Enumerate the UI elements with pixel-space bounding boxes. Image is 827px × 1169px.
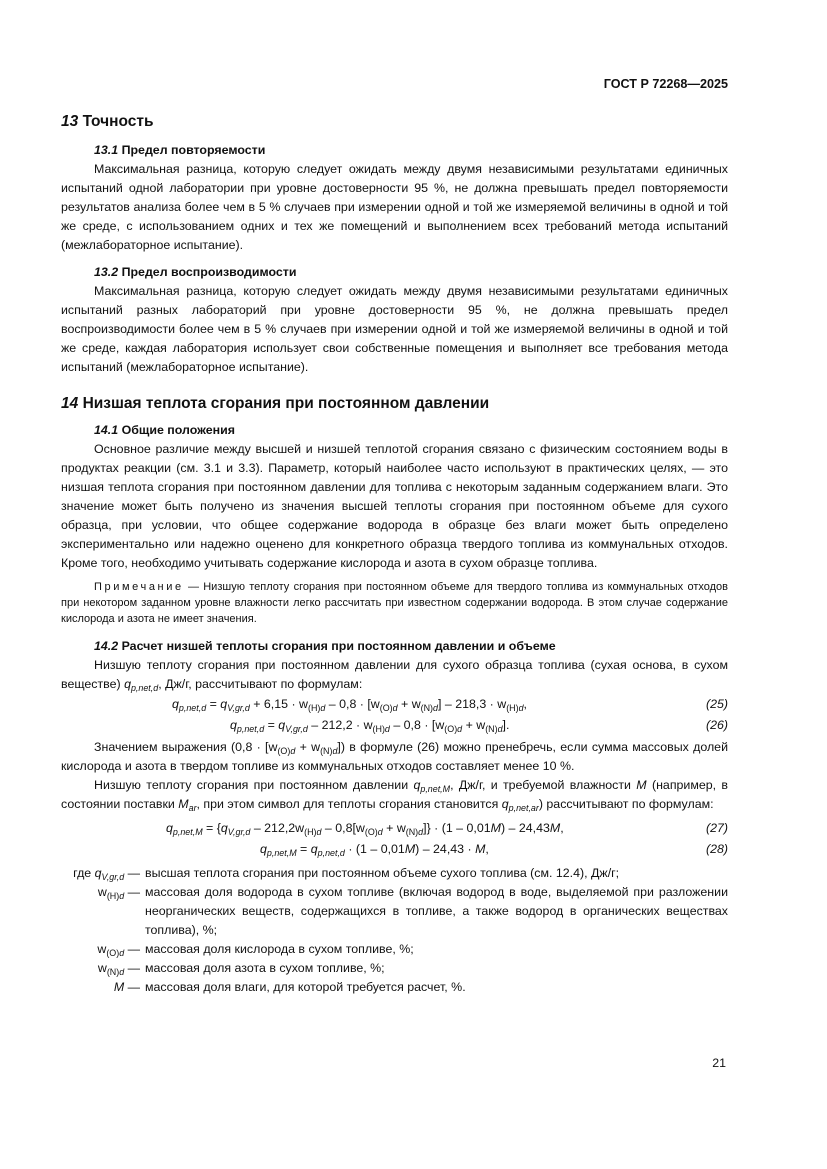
definition-symbol: где $q_{V,gr,d}$ —: [73, 866, 140, 882]
formula-26-expression: $q_{p,net,d} = q_{V,gr,d} - 212,2 \cdot w_{(H)d} - 0,8 \cdot [w_{(O)d} + w_{(N)d}]$.: [230, 718, 510, 734]
subsection-14-1-number: 14.1: [94, 423, 119, 437]
definition-item: [61, 864, 728, 883]
subsection-14-2-heading: [61, 639, 728, 653]
formula-28-number: (28): [705, 842, 728, 856]
subsection-13-2-number: 13.2: [94, 265, 119, 279]
subsection-13-1-title: Предел повторяемости: [121, 143, 266, 157]
section-14-heading: [61, 395, 728, 413]
definition-item: [61, 978, 728, 997]
definition-item: [61, 883, 728, 940]
section-14-title: Низшая теплота сгорания при постоянном давлении: [82, 395, 490, 412]
page-content: [61, 113, 728, 997]
subsection-13-2-heading: [61, 265, 728, 279]
subsection-13-1-heading: [61, 143, 728, 157]
paragraph-13-1: Максимальная разница, которую следует ожидать между двумя независимыми результатами единичных испытаний одной лаборатории при уровне достоверности 95 %, не должна превышать предел повторяемости результатов анализа более чем в 5 % случаев при измерении одной и той же измеряемой величины в одной и той же среде, с использованием одних и тех же помещений и выполнением всех требований метода испытаний (межлабораторное испытание).: [61, 162, 728, 252]
formula-27: [61, 818, 728, 839]
paragraph-14-2-neglect: Значением выражения $(0,8 \cdot [w_{(O)d} + w_{(N)d}])$ в формуле (26) можно пренебречь, если сумма массовых долей кислорода и азота в твердом топливе из коммунальных отходов составляет менее 10 %.: [61, 740, 728, 773]
paragraph-13-2: Максимальная разница, которую следует ожидать между двумя независимыми результатами единичных испытаний разных лабораторий при уровне достоверности 95 %, не должна превышать предел воспроизводимости более чем в 5 % случаев при измерении одной и той же измеряемой величины в одной и той же среде, каждая лаборатория использует свои собственные помещения и выполняет все требования метода испытаний (межлабораторное испытание).: [61, 284, 728, 374]
note-text: — Низшую теплоту сгорания при постоянном объеме для твердого топлива из коммунальных отходов при некотором заданном уровне влажности легко рассчитать при известном содержании водорода. В этом случае содержание кислорода и азота не имеет значения.: [61, 581, 728, 625]
section-13-number: 13: [61, 113, 79, 130]
subsection-14-1-title: Общие положения: [121, 423, 235, 437]
page-number: 21: [712, 1056, 726, 1070]
subsection-14-2-number: 14.2: [94, 639, 119, 653]
formula-25: [61, 694, 728, 715]
formula-26-number: (26): [705, 718, 728, 732]
subsection-14-1-heading: [61, 423, 728, 437]
formula-27-number: (27): [705, 821, 728, 835]
standard-header: ГОСТ Р 72268—2025: [603, 77, 728, 91]
note-14-1: [61, 579, 728, 627]
formula-28-expression: $q_{p,net,M} = q_{p,net,d} \cdot (1 - 0,01M) - 24,43 \cdot M$,: [260, 842, 489, 858]
paragraph-14-1: Основное различие между высшей и низшей теплотой сгорания связано с физическим состоянием воды в продуктах реакции (см. 3.1 и 3.3). Параметр, который наиболее часто используют в практических целях, — это низшая теплота сгорания при постоянном давлении для топлива с некоторым заданным содержанием влаги. Это значение может быть получено из значения высшей теплоты сгорания при постоянном объеме для сухого образца, при условии, что общее содержание водорода в образце без влаги может быть определено экспериментально или надежно оценено для конкретного образца твердого топлива из коммунальных отходов. Кроме того, необходимо учитывать содержание кислорода и азота в сухом образце топлива.: [61, 442, 728, 570]
definition-text: массовая доля водорода в сухом топливе (включая водород в воде, выделяемой при разложении неорганических веществ, содержащихся в топливе, а также водород в органических веществах топлива), %;: [145, 885, 728, 937]
definition-text: массовая доля кислорода в сухом топливе, %;: [145, 942, 414, 956]
formula-25-expression: $q_{p,net,d} = q_{V,gr,d} + 6,15 \cdot w_{(H)d} - 0,8 \cdot [w_{(O)d} + w_{(N)d}] - 218,3 \cdot w_{(H)d}$,: [172, 697, 527, 713]
definition-item: [61, 940, 728, 959]
paragraph-14-2-moisture: Низшую теплоту сгорания при постоянном давлении $q_{p,net,M}$, Дж/г, и требуемой влажности M (например, в состоянии поставки $M_{ar}$, при этом символ для теплоты сгорания становится $q_{p,net,ar}$) рассчитывают по формулам:: [61, 778, 728, 813]
definition-text: массовая доля азота в сухом топливе, %;: [145, 961, 385, 975]
formula-26: [61, 715, 728, 736]
note-label: Примечание: [94, 581, 184, 593]
section-14-number: 14: [61, 395, 79, 412]
definition-item: [61, 959, 728, 978]
subsection-14-2-title: Расчет низшей теплоты сгорания при постоянном давлении и объеме: [121, 639, 556, 653]
definition-symbol: $w_{(H)d}$ —: [97, 885, 140, 901]
formula-27-expression: $q_{p,net,M} = \{q_{V,gr,d} - 212,2w_{(H)d} - 0,8[w_{(O)d} + w_{(N)d}]\} \cdot (1 - 0,01M) - 24,43M$,: [166, 821, 564, 837]
definition-symbol: $w_{(N)d}$ —: [97, 961, 140, 977]
definition-symbol: $w_{(O)d}$ —: [97, 942, 140, 958]
formula-25-number: (25): [705, 697, 728, 711]
subsection-13-2-title: Предел воспроизводимости: [121, 265, 297, 279]
subsection-13-1-number: 13.1: [94, 143, 119, 157]
formula-28: [61, 839, 728, 860]
definition-symbol: M —: [113, 980, 140, 994]
definition-text: массовая доля влаги, для которой требуется расчет, %.: [145, 980, 466, 994]
section-13-title: Точность: [82, 113, 154, 130]
symbol-definitions: [61, 864, 728, 997]
paragraph-14-2-intro: Низшую теплоту сгорания при постоянном давлении для сухого образца топлива (сухая основа, в сухом веществе) $q_{p,net,d}$, Дж/г, рассчитывают по формулам:: [61, 658, 728, 693]
section-13-heading: [61, 113, 728, 131]
definition-text: высшая теплота сгорания при постоянном объеме сухого топлива (см. 12.4), Дж/г;: [145, 866, 620, 880]
